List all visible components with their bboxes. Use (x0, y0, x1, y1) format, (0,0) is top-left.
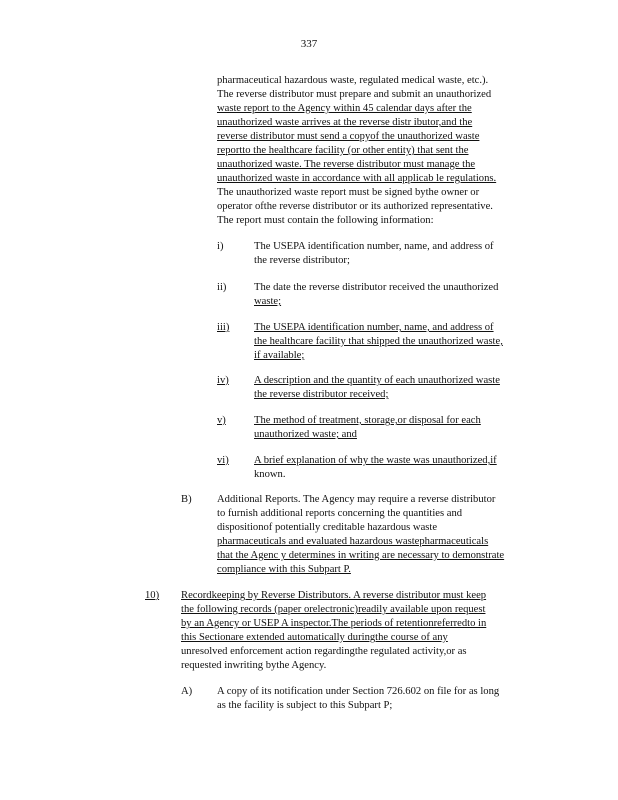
intro-line: operator ofthe reverse distributor or its authorized representative. (217, 201, 493, 212)
item-label: i) (217, 241, 224, 252)
section-10-label: 10) (145, 590, 160, 601)
item-line: unauthorized waste; and (254, 429, 357, 440)
section-10-line: unresolved enforcement action regardingthe regulated activity,or as (181, 646, 467, 657)
section-a-label: A) (181, 686, 193, 697)
intro-line: waste report to the Agency within 45 calendar days after the (217, 103, 472, 114)
intro-line: unauthorized waste. The reverse distributor must manage the (217, 159, 476, 170)
item-line: the healthcare facility that shipped the unauthorized waste, (254, 336, 503, 347)
intro-line: unauthorized waste in accordance with all applicab le regulations. (217, 173, 497, 184)
section-10-line: the following records (paper orelectronic)readily available upon request (181, 604, 486, 615)
section-10-line: requested inwriting bythe Agency. (181, 660, 327, 671)
intro-line: reportto the healthcare facility (or other entity) that sent the (217, 145, 469, 156)
item-label: vi) (217, 455, 229, 466)
section-b-line: compliance with this Subpart P. (217, 564, 351, 575)
section-b-line: pharmaceuticals and evaluated hazardous wastepharmaceuticals (217, 536, 489, 547)
intro-line: reverse distributor must send a copyof the unauthorized waste (217, 131, 480, 142)
item-line: A brief explanation of why the waste was unauthorized,if (254, 455, 497, 466)
section-b-label: B) (181, 494, 192, 505)
item-line: The method of treatment, storage,or disposal for each (254, 415, 481, 426)
item-line: if available; (254, 350, 305, 361)
item-label: iii) (217, 322, 230, 333)
section-b-line: that the Agenc y determines in writing are necessary to demonstrate (217, 550, 505, 561)
section-10-line: Recordkeeping by Reverse Distributors. A reverse distributor must keep (181, 590, 487, 601)
item-line: waste; (254, 296, 282, 307)
section-10-line: this Sectionare extended automatically duringthe course of any (181, 632, 448, 643)
item-line: The date the reverse distributor received the unauthorized (254, 282, 499, 293)
item-label: v) (217, 415, 226, 426)
section-b-line: dispositionof potentially creditable hazardous waste (217, 522, 438, 533)
section-10-line: by an Agency or USEP A inspector.The periods of retentionreferredto in (181, 618, 487, 629)
intro-line: The reverse distributor must prepare and submit an unauthorized (217, 89, 492, 100)
intro-line: pharmaceutical hazardous waste, regulated medical waste, etc.). (217, 75, 489, 86)
section-a-line: A copy of its notification under Section 726.602 on file for as long (217, 686, 500, 697)
item-line: A description and the quantity of each unauthorized waste (254, 375, 500, 386)
intro-line: unauthorized waste arrives at the reverse distr ibutor,and the (217, 117, 473, 128)
intro-line: The unauthorized waste report must be signed bythe owner or (217, 187, 480, 198)
section-a-line: as the facility is subject to this Subpart P; (217, 700, 393, 711)
section-b-line: to furnish additional reports concerning the quantities and (217, 508, 463, 519)
intro-line: The report must contain the following information: (217, 215, 434, 226)
item-line: The USEPA identification number, name, and address of (254, 322, 494, 333)
item-label: iv) (217, 375, 229, 386)
section-b-line: Additional Reports. The Agency may require a reverse distributor (217, 494, 496, 505)
item-line: known. (254, 469, 286, 480)
item-line: the reverse distributor received; (254, 389, 389, 400)
page-number: 337 (300, 38, 318, 50)
item-label: ii) (217, 282, 227, 293)
item-line: the reverse distributor; (254, 255, 350, 266)
item-line: The USEPA identification number, name, and address of (254, 241, 494, 252)
